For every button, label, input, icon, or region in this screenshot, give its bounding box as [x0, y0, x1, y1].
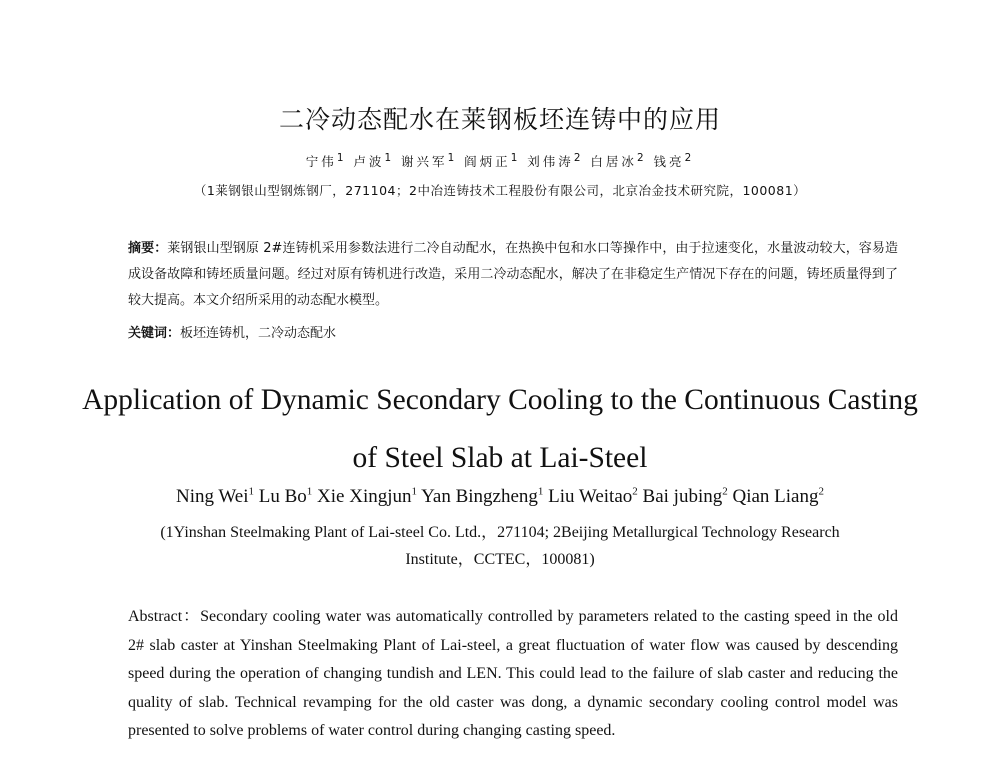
chinese-keywords-text: 板坯连铸机，二冷动态配水 — [180, 326, 337, 341]
english-author: Ning Wei$^1$ — [175, 486, 255, 508]
english-affiliation-line-1: (1Yinshan Steelmaking Plant of Lai-steel Co. Ltd.，271104; 2Beijing Metallurgical Technology Research — [160, 524, 840, 541]
english-author: Xie Xingjun$^1$ — [317, 486, 418, 508]
chinese-author: 卢波$^1$ — [353, 152, 395, 170]
chinese-affiliation: （1莱钢银山型钢炼钢厂，271104；2中冶连铸技术工程股份有限公司，北京冶金技术研究院，100081） — [193, 183, 807, 198]
chinese-author: 阎炳正$^1$ — [464, 152, 521, 170]
english-abstract-text: Secondary cooling water was automatically controlled by parameters related to the casting speed in the old 2# slab caster at Yinshan Steelmaking Plant of Lai-steel, a great fluctuation of water flow was caused by descending speed during the operation of changing tundish and LEN. This could lead to the failure of slab caster and reducing the quality of slab. Technical revamping for the old caster was dong, a dynamic secondary cooling control model was presented to solve problems of water control during changing casting speed. — [128, 608, 898, 739]
english-title-line-2: of Steel Slab at Lai-Steel — [352, 442, 648, 474]
english-author: Bai jubing$^2$ — [642, 486, 728, 508]
chinese-abstract-label: 摘要： — [128, 241, 168, 256]
chinese-author: 宁伟$^1$ — [305, 152, 347, 170]
chinese-title: 二冷动态配水在莱钢板坯连铸中的应用 — [278, 105, 721, 134]
chinese-author: 白居冰$^2$ — [590, 152, 647, 170]
english-abstract-label: Abstract： — [128, 608, 201, 625]
english-author: Lu Bo$^1$ — [258, 486, 313, 508]
english-affiliation-line-2: Institute，CCTEC，100081) — [405, 551, 595, 568]
english-abstract — [128, 603, 898, 746]
chinese-keywords-label: 关键词： — [128, 326, 181, 341]
english-title-line-1: Application of Dynamic Secondary Cooling to the Continuous Casting — [82, 384, 918, 416]
english-author: Yan Bingzheng$^1$ — [421, 486, 544, 508]
chinese-author: 谢兴军$^1$ — [401, 152, 458, 170]
chinese-abstract-text: 莱钢银山型钢原 2#连铸机采用参数法进行二冷自动配水，在热换中包和水口等操作中，由于拉速变化，水量波动较大，容易造成设备故障和铸坯质量问题。经过对原有铸机进行改造，采用二冷动态配水，解决了在非稳定生产情况下存在的问题，铸坯质量得到了较大提高。本文介绍所采用的动态配水模型。 — [128, 241, 898, 308]
chinese-author-list — [0, 152, 1000, 170]
english-author-list — [0, 486, 1000, 508]
english-author: Qian Liang$^2$ — [732, 486, 824, 508]
chinese-author: 刘伟涛$^2$ — [527, 152, 584, 170]
chinese-abstract — [128, 236, 898, 314]
chinese-keywords — [128, 322, 898, 341]
chinese-author: 钱亮$^2$ — [653, 152, 695, 170]
english-author: Liu Weitao$^2$ — [548, 486, 638, 508]
